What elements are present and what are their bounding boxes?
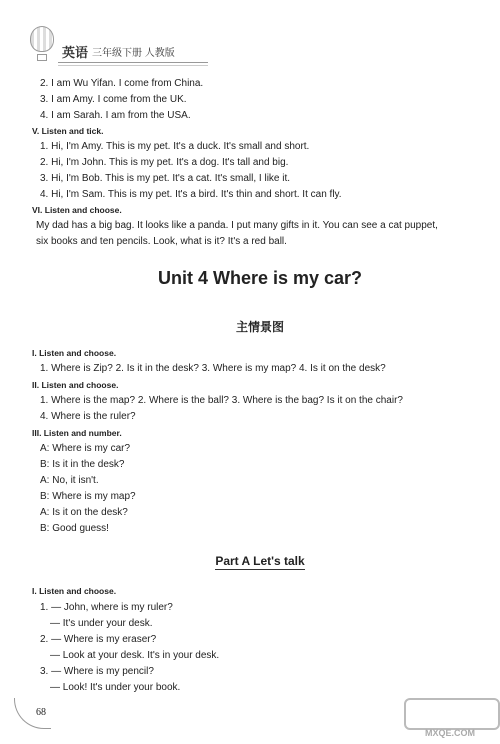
balloon-basket-icon [37,54,47,61]
text-line: B: Where is my map? [40,491,136,502]
watermark-text: MXQE.COM [424,728,475,738]
header-rule-secondary [58,65,208,66]
part-title [40,554,480,570]
header-rule [58,62,208,63]
text-line: six books and ten pencils. Look, what is it? It's a red ball. [36,236,287,247]
text-line: 3. — Where is my pencil? [40,666,154,677]
text-line: B: Is it in the desk? [40,459,125,470]
part-title-text: Part A Let's talk [215,554,305,568]
section-heading: V. Listen and tick. [32,126,104,136]
text-line: — Look at your desk. It's in your desk. [50,650,220,661]
text-line: 1. — John, where is my ruler? [40,602,173,613]
unit-title: Unit 4 Where is my car? [157,268,363,288]
text-line: B: Good guess! [40,523,109,534]
text-line: A: Where is my car? [40,443,131,454]
text-line: — Look! It's under your book. [50,682,181,693]
watermark-box [404,698,500,730]
text-line: 1. Where is Zip? 2. Is it in the desk? 3. Where is my map? 4. Is it on the desk? [40,363,386,374]
text-line: 3. I am Amy. I come from the UK. [40,94,187,105]
hot-air-balloon-icon [30,26,54,52]
page-number: 68 [36,707,46,718]
book-grade: 三年级下册 人教版 [92,48,175,59]
text-line: 4. Where is the ruler? [40,411,136,422]
text-line: 1. Where is the map? 2. Where is the ball? 3. Where is the bag? Is it on the chair? [40,395,403,406]
section-heading: I. Listen and choose. [32,586,117,596]
section-heading: I. Listen and choose. [32,348,117,358]
section-heading: III. Listen and number. [32,428,122,438]
text-line: 2. — Where is my eraser? [40,634,157,645]
text-line: 2. Hi, I'm John. This is my pet. It's a dog. It's tall and big. [40,157,289,168]
section-heading: II. Listen and choose. [32,380,119,390]
scene-title: 主情景图 [235,320,284,334]
text-line: A: Is it on the desk? [40,507,128,518]
text-line: 1. Hi, I'm Amy. This is my pet. It's a duck. It's small and short. [40,141,310,152]
text-line: My dad has a big bag. It looks like a panda. I put many gifts in it. You can see a cat puppet, [36,220,438,231]
text-line: 3. Hi, I'm Bob. This is my pet. It's a cat. It's small, I like it. [40,173,291,184]
text-line: 4. Hi, I'm Sam. This is my pet. It's a bird. It's thin and short. It can fly. [40,189,342,200]
book-subject: 英语 [62,45,89,60]
section-heading: VI. Listen and choose. [32,205,122,215]
page-header [18,26,488,76]
watermark-logo [404,698,496,740]
text-line: A: No, it isn't. [40,475,99,486]
text-line: 4. I am Sarah. I am from the USA. [40,110,191,121]
text-line: — It's under your desk. [50,618,153,629]
text-line: 2. I am Wu Yifan. I come from China. [40,78,204,89]
